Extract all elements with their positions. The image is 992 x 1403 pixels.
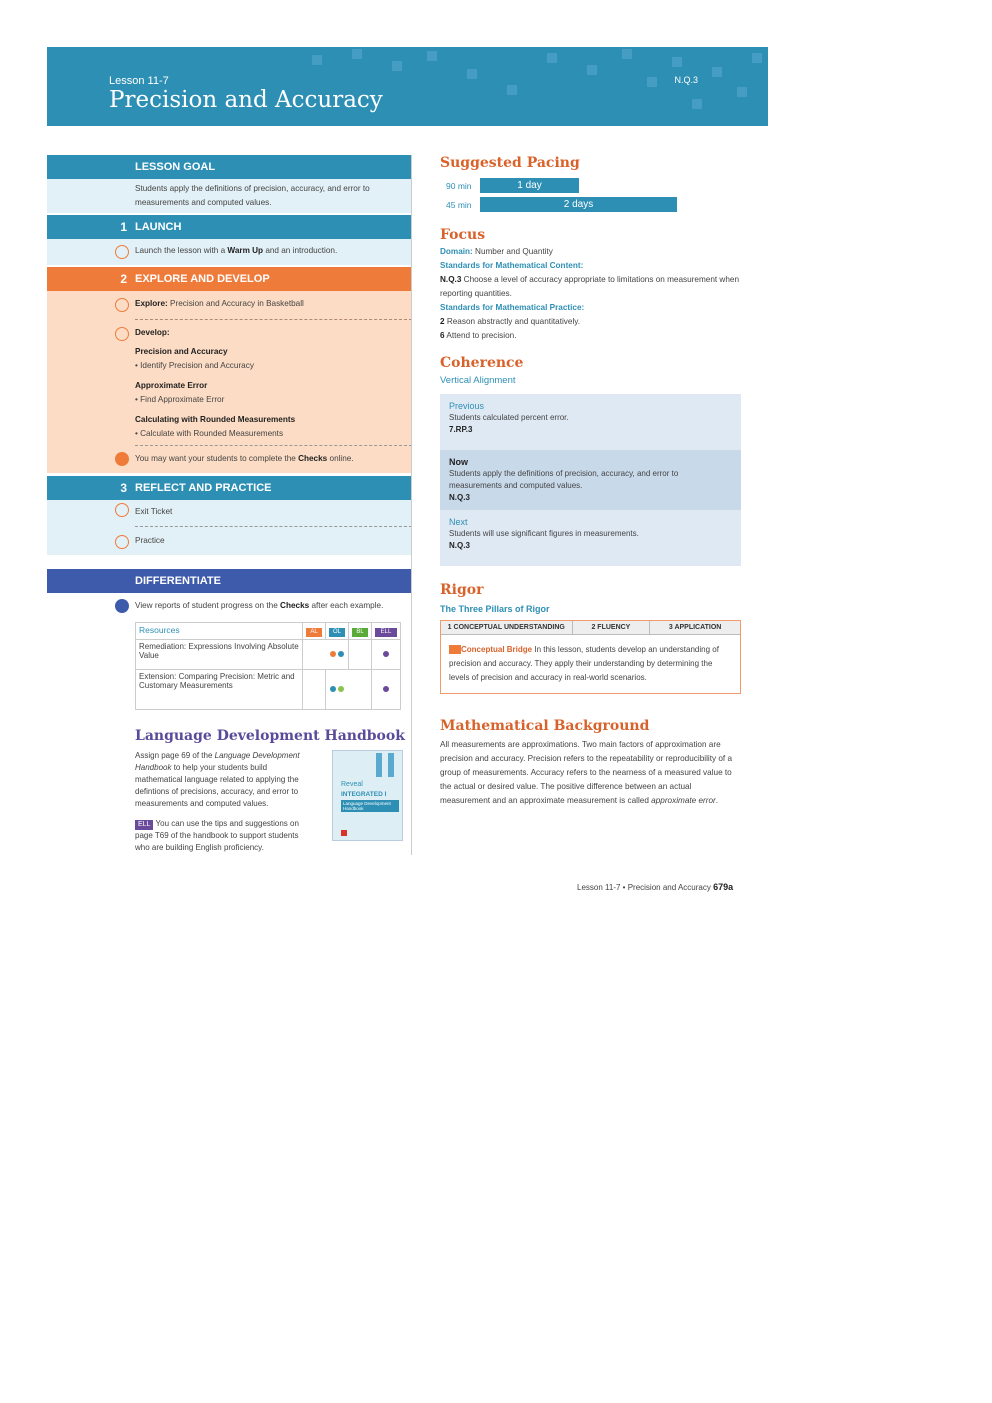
bl-dot (338, 686, 344, 692)
al-tag: AL (306, 628, 322, 637)
now-block (440, 450, 741, 510)
differentiate-heading: DIFFERENTIATE (135, 575, 221, 587)
group-icon (115, 298, 129, 312)
decor-square (647, 77, 657, 87)
pacing-title: Suggested Pacing (440, 155, 580, 171)
explore-label: Explore: (135, 299, 168, 308)
develop-item-title: Calculating with Rounded Measurements (135, 415, 296, 424)
practice-code: 2 (440, 317, 445, 326)
group-icon (115, 503, 129, 517)
differentiate-bar (47, 569, 412, 593)
book-brand: Reveal (341, 781, 363, 788)
page-number: 679a (713, 882, 734, 892)
group-icon (115, 245, 129, 259)
decor-square (392, 61, 402, 71)
reflect-number: 3 (120, 481, 127, 495)
lesson-banner (47, 47, 768, 126)
lesson-goal-heading: LESSON GOAL (135, 161, 216, 173)
ell-dot (383, 686, 389, 692)
rigor-subtitle: The Three Pillars of Rigor (440, 604, 550, 614)
explore-row (47, 291, 412, 319)
reflect-heading: REFLECT AND PRACTICE (135, 482, 272, 494)
level-dots (372, 640, 401, 670)
decor-square (587, 65, 597, 75)
reflect-section (47, 500, 412, 555)
resources-header: Resources (136, 623, 303, 640)
checks-link[interactable]: Checks (280, 601, 310, 610)
checks-text-end: online. (327, 454, 354, 463)
explore-heading: EXPLORE AND DEVELOP (135, 273, 270, 285)
handbook-text-2: to help your students build mathematical language related to applying the defintions of precisions, accuracy, and error to measurements and computed values. (135, 763, 299, 808)
domain-label: Domain: (440, 247, 473, 256)
content-standards-label: Standards for Mathematical Content: (440, 261, 584, 270)
decor-square (737, 87, 747, 97)
ol-dot (330, 686, 336, 692)
math-background-text (440, 738, 742, 808)
ol-dot (338, 651, 344, 657)
bridge-label: Conceptual Bridge (461, 645, 533, 654)
pillar-conceptual: 1 CONCEPTUAL UNDERSTANDING (441, 621, 573, 634)
launch-bar (47, 215, 412, 239)
checks-link[interactable]: Checks (298, 454, 328, 463)
pacing-bar: 1 day (480, 178, 579, 193)
pacing-label: 90 min (446, 180, 472, 191)
decor-square (507, 85, 517, 95)
exit-ticket-row[interactable] (47, 500, 412, 526)
decor-square (312, 55, 322, 65)
column-divider (411, 155, 412, 855)
math-background-title: Mathematical Background (440, 718, 650, 734)
content-code: N.Q.3 (440, 275, 462, 284)
footer-separator: • (620, 883, 628, 892)
al-dot (330, 651, 336, 657)
handbook-name: Language Development Handbook (135, 751, 300, 772)
handbook-text-1: Assign page 69 of the (135, 751, 215, 760)
rigor-title: Rigor (440, 582, 484, 598)
explore-bar (47, 267, 412, 291)
develop-item[interactable] (47, 379, 412, 407)
practice-row[interactable] (47, 527, 412, 549)
language-handbook-title: Language Development Handbook (135, 728, 405, 744)
explore-section (47, 291, 412, 473)
decor-square (752, 53, 762, 63)
language-handbook-text (135, 750, 315, 854)
differentiate-row (47, 593, 412, 614)
pillar-application: 3 APPLICATION (668, 624, 722, 631)
book-subtitle: Language Development Handbook (341, 800, 399, 812)
checks-row (47, 446, 412, 467)
ell-note (135, 818, 315, 854)
bridge-icon (449, 645, 461, 654)
explore-number: 2 (120, 272, 127, 286)
focus-title: Focus (440, 227, 486, 243)
previous-code: 7.RP.3 (449, 425, 473, 434)
previous-label: Previous (449, 401, 485, 411)
previous-text: Students calculated percent error. (449, 413, 569, 422)
footer-title: Precision and Accuracy (627, 883, 711, 892)
pacing-row (440, 177, 742, 194)
develop-item-title: Precision and Accuracy (135, 347, 228, 356)
next-code: N.Q.3 (449, 541, 470, 550)
book-title: INTEGRATED I (341, 791, 387, 798)
now-label: Now (449, 457, 468, 467)
rigor-body (441, 635, 740, 693)
next-block (440, 510, 741, 566)
next-label: Next (449, 517, 468, 527)
practice-code: 6 (440, 331, 445, 340)
ell-dot (383, 651, 389, 657)
decor-square (467, 69, 477, 79)
develop-row (47, 320, 412, 341)
next-text: Students will use significant figures in measurements. (449, 529, 639, 538)
lesson-number: Lesson 11-7 (109, 75, 169, 87)
now-text: Students apply the definitions of precision, accuracy, and error to measurements and computed values. (449, 469, 679, 490)
develop-item-sub: • Find Approximate Error (135, 395, 225, 404)
cover-pattern (376, 753, 400, 777)
group-icon (115, 327, 129, 341)
ell-tag: ELL (375, 628, 397, 637)
decor-square (352, 49, 362, 59)
pacing-label: 45 min (446, 199, 472, 210)
resource-label: Remediation: Expressions Involving Absolute Value (136, 640, 303, 670)
right-column (440, 155, 742, 808)
page-footer (577, 882, 733, 892)
exit-ticket-label: Exit Ticket (135, 507, 173, 516)
domain-text: Number and Quantity (472, 247, 553, 256)
coherence-title: Coherence (440, 355, 524, 371)
standard-code: N.Q.3 (674, 75, 698, 85)
pacing-bar: 2 days (480, 197, 677, 212)
practice-text: Reason abstractly and quantitatively. (444, 317, 581, 326)
empty-cell (303, 670, 326, 710)
lesson-goal-text: Students apply the definitions of precision, accuracy, and error to measurements and computed values. (47, 179, 412, 213)
person-icon (115, 452, 129, 466)
reflect-bar (47, 476, 412, 500)
practice-text: Attend to precision. (444, 331, 517, 340)
vertical-alignment (440, 394, 741, 566)
launch-heading: LAUNCH (135, 221, 182, 233)
develop-item-title: Approximate Error (135, 381, 208, 390)
background-text-2: . (715, 796, 719, 805)
bl-tag: BL (352, 628, 368, 637)
coherence-subtitle: Vertical Alignment (440, 375, 516, 386)
previous-block (440, 394, 741, 450)
launch-number: 1 (120, 220, 127, 234)
rigor-pillars (441, 621, 740, 635)
practice-standards-label: Standards for Mathematical Practice: (440, 303, 585, 312)
ell-note-text: You can use the tips and suggestions on page T69 of the handbook to support students who are building English proficiency. (135, 819, 299, 852)
launch-row (47, 239, 412, 265)
differentiate-text: View reports of student progress on the (135, 601, 281, 610)
differentiate-text-end: after each example. (309, 601, 384, 610)
chart-icon (115, 599, 129, 613)
handbook-cover-image (332, 750, 403, 841)
table-row[interactable] (136, 640, 401, 670)
develop-label: Develop: (135, 328, 170, 337)
resource-label: Extension: Comparing Precision: Metric and Customary Measurements (136, 670, 303, 710)
decor-square (712, 67, 722, 77)
level-dots (326, 670, 372, 710)
ol-tag: OL (329, 628, 345, 637)
left-column (47, 155, 412, 854)
level-dots (303, 640, 349, 670)
approximate-error-term: approximate error (651, 796, 716, 805)
decor-square (692, 99, 702, 109)
launch-text-end: and an introduction. (263, 246, 338, 255)
develop-item-sub: • Calculate with Rounded Measurements (135, 429, 284, 438)
focus-content (440, 245, 742, 343)
rigor-box (440, 620, 741, 694)
now-code: N.Q.3 (449, 493, 470, 502)
launch-text: Launch the lesson with a (135, 246, 228, 255)
decor-square (547, 53, 557, 63)
lesson-goal-bar (47, 155, 412, 179)
practice-label: Practice (135, 536, 165, 545)
develop-item-sub: • Identify Precision and Accuracy (135, 361, 254, 370)
checks-text: You may want your students to complete the (135, 454, 299, 463)
pacing-row (440, 196, 742, 213)
lesson-title: Precision and Accuracy (109, 87, 383, 113)
pillar-fluency: 2 FLUENCY (573, 621, 651, 634)
decor-square (427, 51, 437, 61)
background-text-1: All measurements are approximations. Two main factors of approximation are precision and accuracy. Precision refers to the repeatability or reproducibility of a group of measurements. Accuracy refers to the nearness of a measured value to the actual or desired value. The positive difference between an actual measurement and an approximate measurement is called (440, 740, 733, 805)
decor-square (672, 57, 682, 67)
table-header-row (136, 623, 401, 640)
footer-lesson: Lesson 11-7 (577, 883, 621, 892)
develop-item[interactable] (47, 413, 412, 441)
explore-activity-link[interactable]: Precision and Accuracy in Basketball (167, 299, 304, 308)
table-row[interactable] (136, 670, 401, 710)
level-dots (372, 670, 401, 710)
ell-badge: ELL (135, 820, 153, 830)
empty-cell (349, 640, 372, 670)
content-text: Choose a level of accuracy appropriate to limitations on measurement when reporting quantities. (440, 275, 740, 298)
warm-up-link[interactable]: Warm Up (227, 246, 264, 255)
bridge-text: In this lesson, students develop an understanding of precision and accuracy. They apply their understanding by determining the levels of precision and accuracy in real-world scenarios. (449, 645, 719, 682)
publisher-logo-icon (341, 830, 347, 836)
group-icon (115, 535, 129, 549)
resources-table (135, 622, 401, 710)
decor-square (622, 49, 632, 59)
develop-item[interactable] (47, 345, 412, 373)
